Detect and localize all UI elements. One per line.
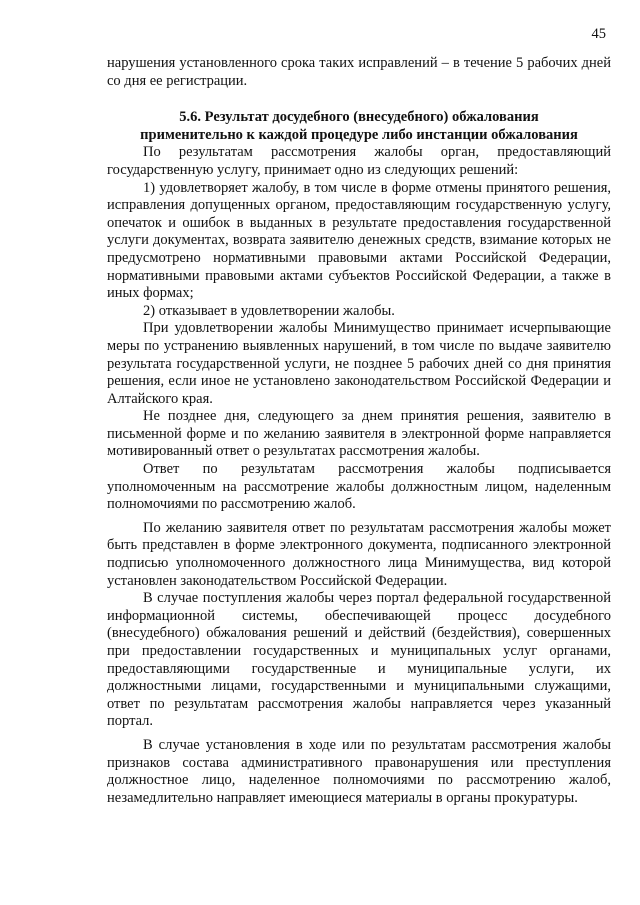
paragraph-decisions: По результатам рассмотрения жалобы орган, предоставляющий государственную услугу, принимает одно из следующих решений: (107, 144, 611, 178)
paragraph-satisfaction-measures: При удовлетворении жалобы Минимущество принимает исчерпывающие меры по устранению выявленных нарушений, в том числе по выдаче заявителю результата государственной услуги, не позднее 5 рабочих дней со дня принятия решения, если иное не установлено законодательством Российской Федерации и Алтайского края. (107, 320, 611, 407)
paragraph-prosecution: В случае установления в ходе или по результатам рассмотрения жалобы признаков состава административного правонарушения или преступления должностное лицо, наделенное полномочиями по рассмотрению жалоб, незамедлительно направляет имеющиеся материалы в органы прокуратуры. (107, 736, 611, 806)
page-number: 45 (591, 26, 606, 42)
paragraph-electronic-reply: По желанию заявителя ответ по результатам рассмотрения жалобы может быть представлен в форме электронного документа, подписанного электронной подписью уполномоченного должностного лица Минимущества, вид которой установлен законодательством Российской Федерации. (107, 519, 611, 589)
document-body (107, 55, 611, 807)
intro-paragraph: нарушения установленного срока таких исправлений – в течение 5 рабочих дней со дня ее регистрации. (107, 55, 611, 89)
paragraph-option-1: 1) удовлетворяет жалобу, в том числе в форме отмены принятого решения, исправления допущенных органом, предоставляющим государственную услугу, опечаток и ошибок в выданных в результате предоставления государственной услуги документах, возврата заявителю денежных средств, взимание которых не предусмотрено нормативными правовыми актами Российской Федерации, нормативными правовыми актами субъектов Российской Федерации, а также в иных формах; (107, 179, 611, 302)
paragraph-option-2: 2) отказывает в удовлетворении жалобы. (143, 302, 395, 319)
section-title (107, 109, 611, 144)
paragraph-portal-reply: В случае поступления жалобы через портал федеральной государственной информационной системы, обеспечивающей процесс досудебного (внесудебного) обжалования решений и действий (бездействия), совершенных при предоставлении государственных и муниципальных услуг органами, предоставляющими государственные и муниципальные услуги, их должностными лицами, государственными и муниципальными служащими, ответ по результатам рассмотрения жалобы направляется через указанный портал. (107, 590, 611, 730)
paragraph-reply-deadline: Не позднее дня, следующего за днем принятия решения, заявителю в письменной форме и по желанию заявителя в электронной форме направляется мотивированный ответ о результатах рассмотрения жалобы. (107, 408, 611, 460)
section-title-line-1: 5.6. Результат досудебного (внесудебного) обжалования (179, 109, 539, 126)
section-title-line-2: применительно к каждой процедуре либо инстанции обжалования (140, 126, 578, 143)
paragraph-reply-signature: Ответ по результатам рассмотрения жалобы подписывается уполномоченным на рассмотрение жалобы должностным лицом, наделенным полномочиями по рассмотрению жалоб. (107, 461, 611, 513)
